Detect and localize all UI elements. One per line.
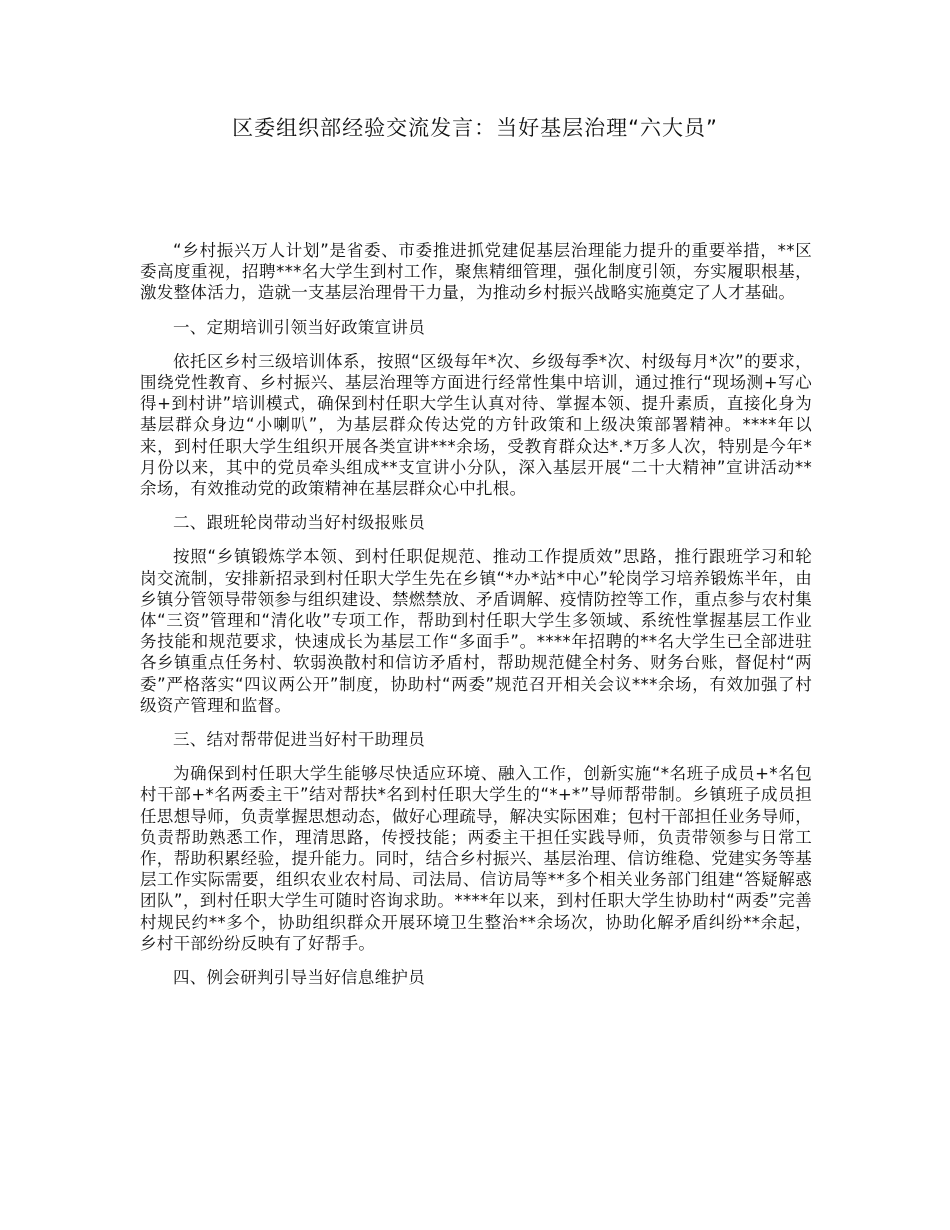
section-1-paragraph: 依托区乡村三级培训体系，按照“区级每年*次、乡级每季*次、村级每月*次”的要求，围绕党性教育、乡村振兴、基层治理等方面进行经常性集中培训，通过推行“现场测+写心得+到村讲”培训模式，确保到村任职大学生认真对待、掌握本领、提升素质，直接化身为基层群众身边“小喇叭”，为基层群众传达党的方针政策和上级决策部署精神。****年以来，到村任职大学生组织开展各类宣讲***余场，受教育群众达*.*万多人次，特别是今年*月份以来，其中的党员牵头组成**支宣讲小分队，深入基层开展“二十大精神”宣讲活动**余场，有效推动党的政策精神在基层群众心中扎根。 xyxy=(140,351,812,499)
document-body xyxy=(140,240,812,1001)
section-3-paragraph: 为确保到村任职大学生能够尽快适应环境、融入工作，创新实施“*名班子成员+*名包村干部+*名两委主干”结对帮扶*名到村任职大学生的“*+*”导师帮带制。乡镇班子成员担任思想导师，负责掌握思想动态，做好心理疏导，解决实际困难；包村干部担任业务导师，负责帮助熟悉工作，理清思路，传授技能；两委主干担任实践导师，负责带领参与日常工作，帮助积累经验，提升能力。同时，结合乡村振兴、基层治理、信访维稳、党建实务等基层工作实际需要，组织农业农村局、司法局、信访局等**多个相关业务部门组建“答疑解惑团队”，到村任职大学生可随时咨询求助。****年以来，到村任职大学生协助村“两委”完善村规民约**多个，协助组织群众开展环境卫生整治**余场次，协助化解矛盾纠纷**余起，乡村干部纷纷反映有了好帮手。 xyxy=(140,764,812,953)
section-3-heading: 三、结对帮带促进当好村干助理员 xyxy=(173,730,425,750)
section-2-paragraph: 按照“乡镇锻炼学本领、到村任职促规范、推动工作提质效”思路，推行跟班学习和轮岗交流制，安排新招录到村任职大学生先在乡镇“*办*站*中心”轮岗学习培养锻炼半年，由乡镇分管领导带领参与组织建设、禁燃禁放、矛盾调解、疫情防控等工作，重点参与农村集体“三资”管理和“清化收”专项工作，帮助到村任职大学生多领域、系统性掌握基层工作业务技能和规范要求，快速成长为基层工作“多面手”。****年招聘的**名大学生已全部进驻各乡镇重点任务村、软弱涣散村和信访矛盾村，帮助规范健全村务、财务台账，督促村“两委”严格落实“四议两公开”制度，协助村“两委”规范召开相关会议***余场，有效加强了村级资产管理和监督。 xyxy=(140,547,812,715)
document-title: 区委组织部经验交流发言：当好基层治理“六大员” xyxy=(232,116,718,140)
section-4-heading: 四、例会研判引导当好信息维护员 xyxy=(173,968,425,988)
section-1-heading: 一、定期培训引领当好政策宣讲员 xyxy=(173,317,425,337)
section-2-heading: 二、跟班轮岗带动当好村级报账员 xyxy=(173,513,425,533)
intro-paragraph: “乡村振兴万人计划”是省委、市委推进抓党建促基层治理能力提升的重要举措，**区委高度重视，招聘***名大学生到村工作，聚焦精细管理，强化制度引领，夯实履职根基，激发整体活力，造就一支基层治理骨干力量，为推动乡村振兴战略实施奠定了人才基础。 xyxy=(140,241,812,303)
